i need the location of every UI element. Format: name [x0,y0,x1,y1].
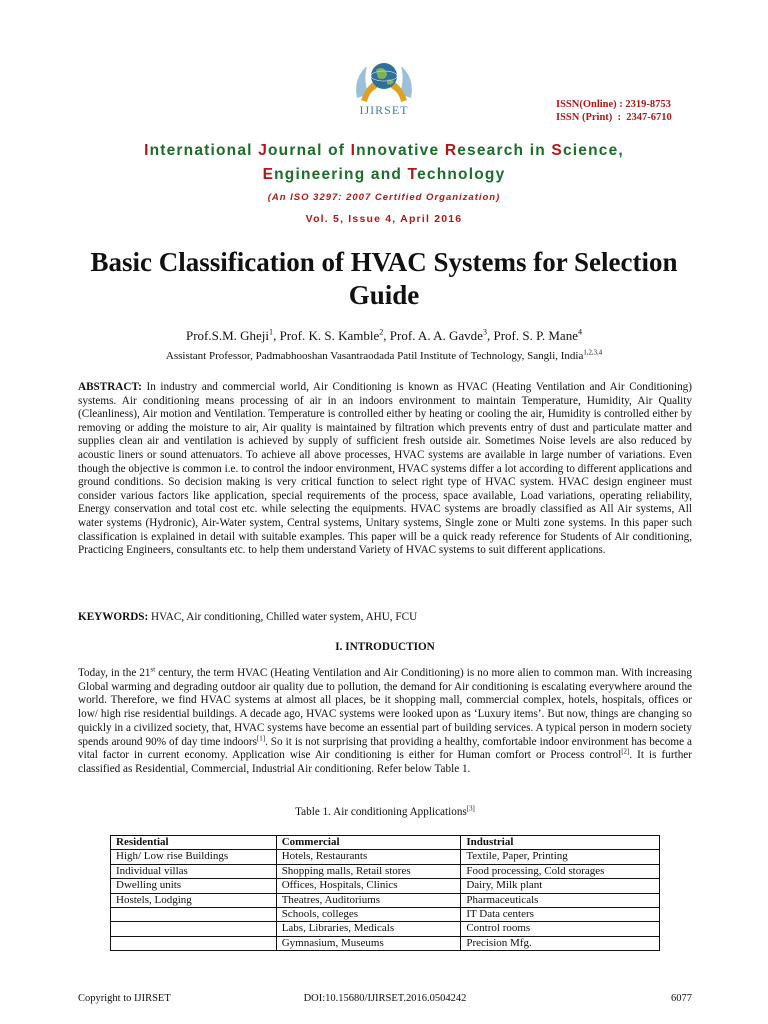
author-sup: 4 [577,327,583,337]
table-header-cell: Commercial [276,836,461,850]
table-cell [111,908,277,922]
table-cell: Pharmaceuticals [461,893,660,907]
table-caption [78,806,692,818]
table-row [111,908,660,922]
table-row [111,850,660,864]
journal-initial: R [444,142,458,159]
keywords-text: HVAC, Air conditioning, Chilled water system, AHU, FCU [151,611,418,623]
table-cell: Labs, Libraries, Medicals [276,922,461,936]
table-row [111,893,660,907]
issn-block [556,98,672,124]
affiliation-sup: 1,2,3,4 [583,349,603,357]
intro-sup: st [150,665,156,674]
table-cell: IT Data centers [461,908,660,922]
affiliation [60,350,708,362]
table-caption-text: Table 1. Air conditioning Applications [295,806,467,818]
volume-issue: Vol. 5, Issue 4, April 2016 [305,213,463,225]
author-name: Prof. A. A. Gavde [389,328,483,343]
table-row [111,879,660,893]
journal-title-line1 [60,139,708,163]
intro-text: . So it is not surprising that providing a healthy, comfortable indoor environment has become a vital factor in current economy. Application wise Air conditioning is either for Human comfort or Process control [78,735,692,762]
table-row [111,864,660,878]
table-cell: Control rooms [461,922,660,936]
author-list: Prof.S.M. Gheji$^1$, Prof. K. S. Kamble$^2$, Prof. A. A. Gavde$^3$, Prof. S. P. Mane$^4$ [185,327,583,343]
table-cell: Shopping malls, Retail stores [276,864,461,878]
citation-sup: [2] [621,747,630,756]
journal-word: nnovative [356,142,445,159]
table-cell: Dairy, Milk plant [461,879,660,893]
journal-word: esearch in [457,142,552,159]
keywords-label: KEYWORDS: [78,611,149,623]
journal-word: cience, [562,142,624,159]
abstract [78,381,692,558]
issn-online: ISSN(Online) : 2319-8753 [556,99,671,110]
journal-word: nternational [149,142,259,159]
journal-initial: T [407,166,418,183]
footer-copyright: Copyright to IJIRSET [78,993,171,1004]
paper-title: Basic Classification of HVAC Systems for Selection Guide [90,247,678,310]
table-cell: Food processing, Cold storages [461,864,660,878]
abstract-text: In industry and commercial world, Air Conditioning is known as HVAC (Heating Ventilation and Air Conditioning) systems. Air conditioning means processing of air in an indoors environment to maintain Temperature, Humidity, Air Quality (Cleanliness), Air motion and Ventilation. Temperature is controlled either by heating or cooling the air, Humidity is controlled either by removing or adding the moisture to air, Air quality is maintained by filtration which prevents entry of dust and particulate matter and supplies clean air and ventilation is achieved by supply of sufficient fresh outside air. Sometimes Noise levels are also reduced by acoustic liners or sound attenuators. To achieve all above processes, HVAC systems are available in large number of variations. Even though the objective is common i.e. to control the indoor environment, HVAC systems differ a lot according to different applications and ground conditions. So decision making is very critical function to select right type of HVAC system. HVAC design engineer must consider various factors like application, special requirements of the process, space available, Load variations, operating reliability, Energy conservation and total cost etc. while selecting the equipments. HVAC systems are broadly classified as All Air systems, All water systems (Hydronic), Air-Water system, Central systems, Unitary systems, Single zone or Multi zone systems. In this paper such classification is explained in detail with suitable examples. This paper will be a quick ready reference for Students of Air conditioning, Practicing Engineers, consultants etc. to help them understand Variety of HVAC systems to suit different applications. [78,381,692,557]
author-name: Prof. S. P. Mane [493,328,578,343]
citation-sup: [3] [466,804,475,813]
logo-wordmark: IJIRSET [359,103,409,117]
table-header-cell: Residential [111,836,277,850]
citation-sup: [1] [256,733,266,742]
table-cell [111,922,277,936]
journal-initial: S [551,142,563,159]
certification-note: (An ISO 3297: 2007 Certified Organization) [267,192,501,203]
journal-word: echnology [417,166,506,183]
table-cell: Precision Mfg. [461,936,660,950]
author-name: Prof.S.M. Gheji [185,328,270,343]
intro-text: century, the term HVAC (Heating Ventilation and Air Conditioning) is no more alien to common man. With increasing Global warming and degrading outdoor air quality due to pollution, the demand for Air conditioning is escalating everywhere around the world. Therefore, we find HVAC systems at almost all places, be it shopping mall, commercial complex, hotels, hospitals, offices or low/ high rise residential buildings. A decade ago, HVAC systems were looked upon as ‘Luxury items’. But now, things are changing so quickly in a civilized society, that, HVAC systems have become an essential part of building services. A typical person in modern society spends around 90% of day time indoors [78,667,692,748]
intro-text: . It is further classified as Residential, Commercial, Industrial Air conditioning. Refer below Table 1. [78,749,692,775]
table-cell: Hotels, Restaurants [276,850,461,864]
intro-text: Today, in the 21 [78,667,151,679]
table-cell: High/ Low rise Buildings [111,850,277,864]
journal-initial: I [350,142,357,159]
issn-print: ISSN (Print) : 2347-6710 [556,112,672,123]
footer-doi: DOI:10.15680/IJIRSET.2016.0504242 [303,993,467,1004]
table-cell: Dwelling units [111,879,277,893]
intro-paragraph [78,667,692,777]
author-sup: 3 [482,327,487,337]
journal-word: ournal of [268,142,351,159]
applications-table [110,835,660,951]
abstract-label: ABSTRACT: [78,381,142,393]
author-name: Prof. K. S. Kamble [279,328,380,343]
table-cell [111,936,277,950]
table-cell: Theatres, Auditoriums [276,893,461,907]
table-cell: Offices, Hospitals, Clinics [276,879,461,893]
table-cell: Individual villas [111,864,277,878]
keywords [78,611,692,623]
section-heading: I. INTRODUCTION [335,641,435,653]
table-header-cell: Industrial [461,836,660,850]
journal-initial: E [262,166,275,183]
author-sup: 2 [379,327,384,337]
journal-title [60,139,708,187]
table-row [111,936,660,950]
journal-title-line2 [60,163,708,187]
journal-initial: J [258,142,269,159]
author-sup: 1 [269,327,274,337]
journal-word: ngineering and [274,166,408,183]
table-cell: Textile, Paper, Printing [461,850,660,864]
table-row [111,922,660,936]
journal-initial: I [144,142,150,159]
footer-page-number: 6077 [671,993,692,1004]
table-header-row [111,836,660,850]
table-cell: Gymnasium, Museums [276,936,461,950]
table-cell: Hostels, Lodging [111,893,277,907]
affiliation-text: Assistant Professor, Padmabhooshan Vasantraodada Patil Institute of Technology, Sangli, India [165,350,584,362]
table-cell: Schools, colleges [276,908,461,922]
